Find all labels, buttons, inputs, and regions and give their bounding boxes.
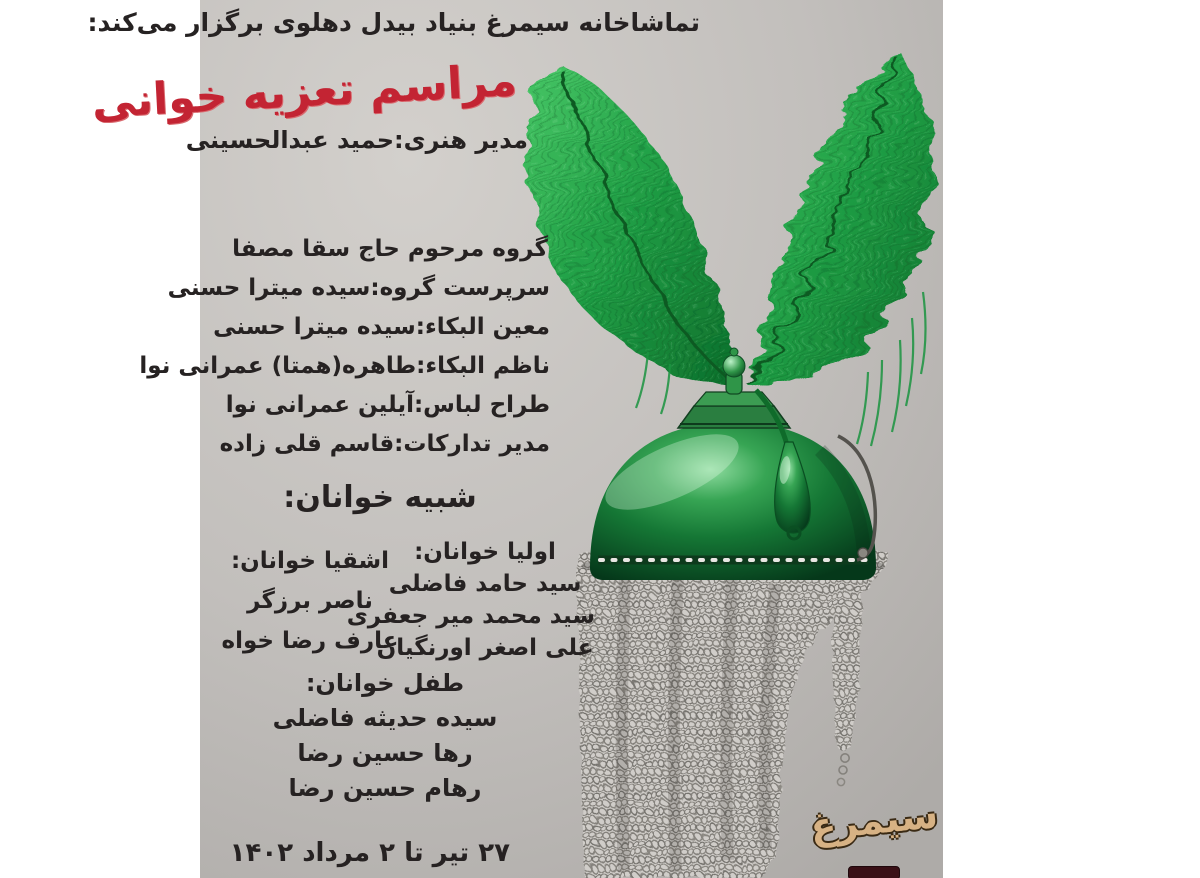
- cast-member: رهام حسین رضا: [288, 774, 482, 802]
- credit-line: ناظم البکاء:طاهره(همتا) عمرانی نوا: [139, 353, 550, 379]
- credit-line: سرپرست گروه:سیده میترا حسنی: [167, 275, 550, 301]
- tefl-column: [225, 666, 545, 806]
- cast-member: سید حامد فاضلی: [388, 571, 582, 597]
- tefl-heading: طفل خوانان:: [305, 669, 465, 697]
- poster-title: مراسم تعزیه خوانی: [90, 55, 519, 129]
- credit-line: معین البکاء:سیده میترا حسنی: [213, 314, 550, 340]
- credits-block: [139, 230, 550, 464]
- cast-member: عارف رضا خواه: [221, 628, 399, 654]
- credit-line: طراح لباس:آیلین عمرانی نوا: [225, 392, 550, 418]
- cast-member: سید محمد میر جعفری: [346, 603, 595, 629]
- ashghia-column: [215, 541, 405, 661]
- ashghia-heading: اشقیا خوانان:: [230, 548, 390, 574]
- date-line: ۲۷ تیر تا ۲ مرداد ۱۴۰۲: [229, 838, 510, 868]
- cast-member: ناصر برزگر: [247, 588, 373, 614]
- cast-member: علی اصغر اورنگیان: [376, 635, 594, 661]
- simorgh-logo: سیمرغ: [808, 792, 940, 850]
- olia-column: [346, 536, 595, 664]
- finial-knob: [723, 355, 745, 377]
- olia-heading: اولیا خوانان:: [414, 539, 556, 565]
- cast-section-heading: شبیه خوانان:: [283, 480, 477, 515]
- credit-line: مدیر تدارکات:قاسم قلی زاده: [219, 431, 550, 457]
- taziyeh-poster: [87, 0, 943, 878]
- artistic-director-line: مدیر هنری:حمید عبدالحسینی: [185, 126, 528, 154]
- presenter-line: تماشاخانه سیمرغ بنیاد بیدل دهلوی برگزار می‌کند:: [87, 8, 700, 37]
- cast-member: رها حسین رضا: [297, 739, 473, 767]
- credit-line: گروه مرحوم حاج سقا مصفا: [232, 236, 548, 262]
- cast-member: سیده حدیثه فاضلی: [272, 704, 498, 732]
- logo-plate: [848, 866, 900, 878]
